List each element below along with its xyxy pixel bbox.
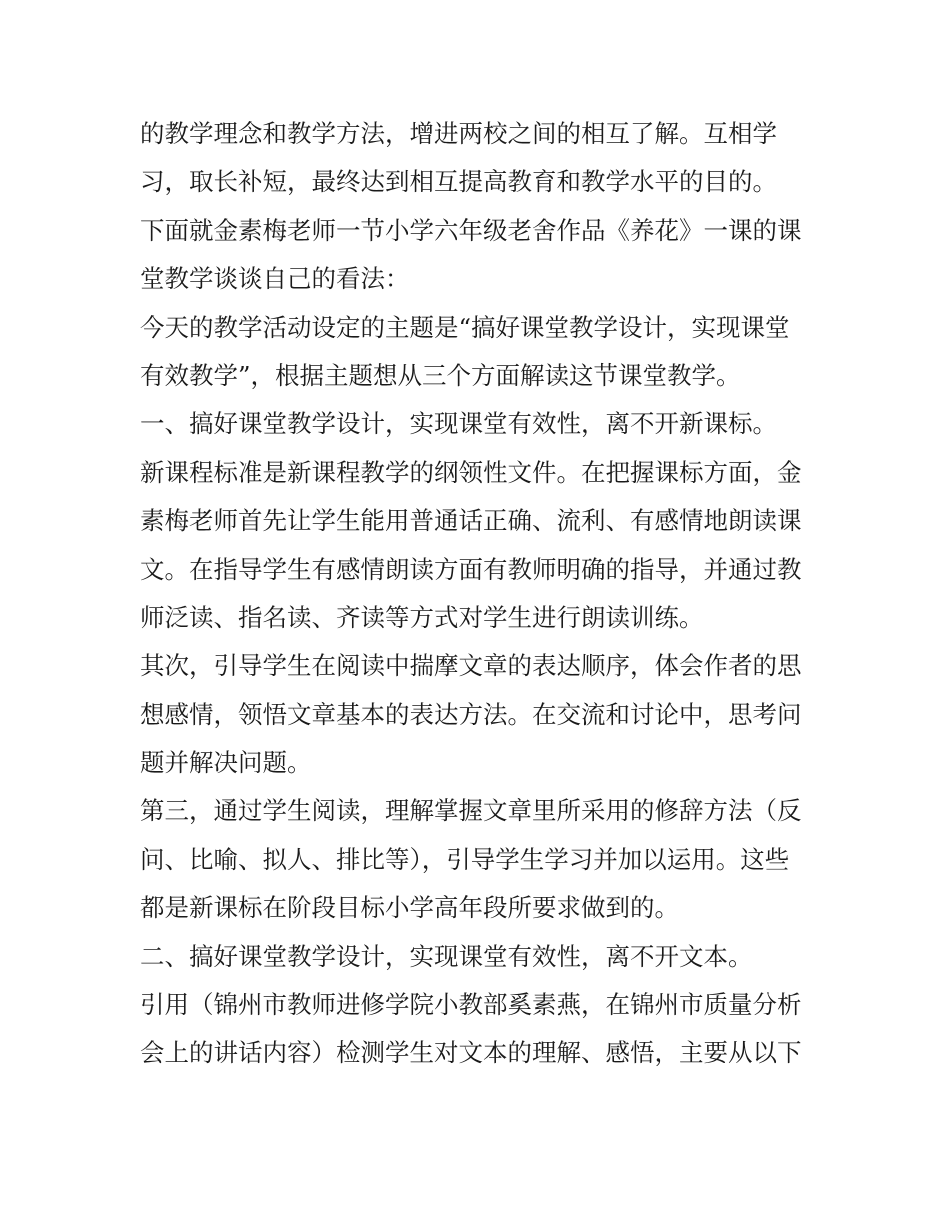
section-heading-1: 一、搞好课堂教学设计，实现课堂有效性，离不开新课标。: [140, 409, 777, 439]
text-line: 下面就金素梅老师一节小学六年级老舍作品《养花》一课的课: [140, 215, 802, 245]
document-body: [140, 110, 820, 1078]
text-line: 想感情，领悟文章基本的表达方法。在交流和讨论中，思考问: [140, 699, 802, 729]
text-line: 今天的教学活动设定的主题是“搞好课堂教学设计，实现课堂: [140, 312, 790, 342]
text-line: 新课程标准是新课程教学的纲领性文件。在把握课标方面，金: [140, 457, 802, 487]
text-line: 的教学理念和教学方法，增进两校之间的相互了解。互相学: [140, 119, 777, 148]
text-line: 题并解决问题。: [140, 748, 312, 778]
text-line: 问、比喻、拟人、排比等），引导学生学习并加以运用。这些: [140, 844, 790, 874]
text-line: 引用（锦州市教师进修学院小教部奚素燕，在锦州市质量分析: [140, 990, 802, 1020]
text-line: 师泛读、指名读、齐读等方式对学生进行朗读训练。: [140, 602, 704, 632]
text-line: 堂教学谈谈自己的看法：: [140, 264, 410, 294]
text-line: 都是新课标在阶段目标小学高年段所要求做到的。: [140, 893, 679, 923]
text-line: 文。在指导学生有感情朗读方面有教师明确的指导，并通过教: [140, 554, 802, 584]
text-line: 习，取长补短，最终达到相互提高教育和教学水平的目的。: [140, 167, 777, 197]
text-line: 第三，通过学生阅读，理解掌握文章里所采用的修辞方法（反: [140, 796, 802, 826]
text-line: 有效教学”，根据主题想从三个方面解读这节课堂教学。: [140, 360, 741, 390]
text-line: 会上的讲话内容）检测学生对文本的理解、感悟，主要从以下: [140, 1038, 802, 1068]
text-line: 素梅老师首先让学生能用普通话正确、流利、有感情地朗读课: [140, 506, 802, 536]
section-heading-2: 二、搞好课堂教学设计，实现课堂有效性，离不开文本。: [140, 941, 753, 971]
text-line: 其次，引导学生在阅读中揣摩文章的表达顺序，体会作者的思: [140, 651, 802, 681]
